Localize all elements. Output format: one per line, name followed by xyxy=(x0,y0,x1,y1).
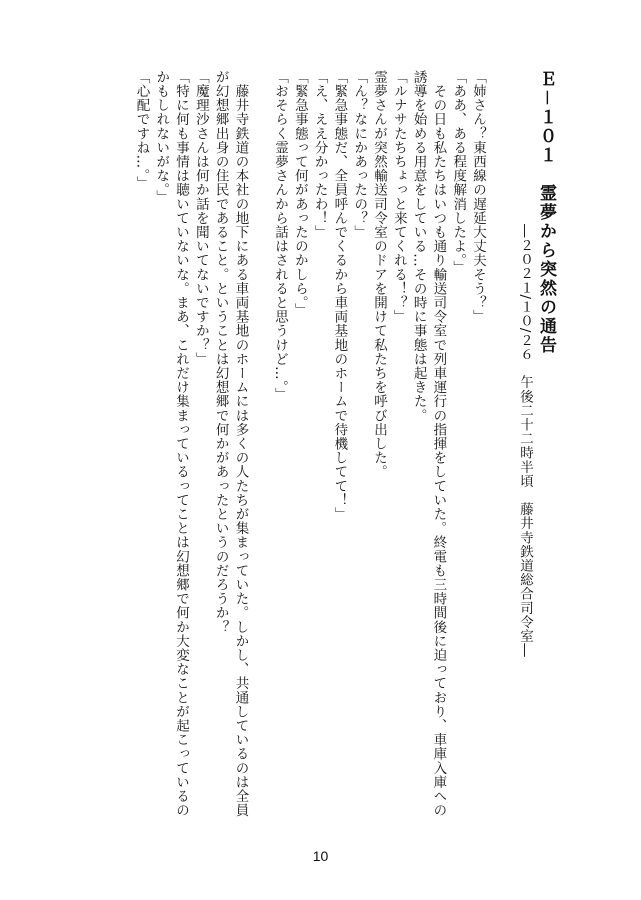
paragraph: 「緊急事態だ、全員呼んでくるから車両基地のホームで待機してて！」 xyxy=(331,70,348,522)
paragraph: 「え、ええ分かったわ！」 xyxy=(311,70,328,240)
paragraph: 藤井寺鉄道の本社の地下にある車両基地のホームには多くの人たちが集まっていた。しかし、共通しているのは全員が幻想郷出身の住民であること。ということは幻想郷で何かがあったというのだろうか？ xyxy=(212,70,249,818)
paragraph: 「緊急事態って何があったのかしら。」 xyxy=(291,70,308,318)
paragraph: 「魔理沙さんは何か話を聞いてないですか？」 xyxy=(192,70,209,367)
blank-line xyxy=(249,70,269,830)
paragraph: 「おそらく霊夢さんから話はされると思うけど…。」 xyxy=(272,70,289,402)
page-number: 10 xyxy=(312,848,329,864)
paragraph: その日も私たちはいつも通り輸送司令室で列車運行の指揮をしていた。終電も三時間後に迫っており、車庫入庫への誘導を始める用意をしている…その時に事態は起きた。 xyxy=(410,70,447,818)
paragraph: 「心配ですね…。」 xyxy=(133,70,150,191)
chapter-title: Ｅ－１０１ 霊夢から突然の通告 xyxy=(536,70,556,355)
paragraph: 「ルナサたちちょっと来てくれる！？」 xyxy=(390,70,407,324)
paragraph: 霊夢さんが突然輸送司令室のドアを開けて私たちを呼び出した。 xyxy=(371,70,388,479)
paragraph: 「特に何も事情は聴いていないな。まあ、これだけ集まっているってことは幻想郷で何か大変なことが起こっているのかもしれないがな。」 xyxy=(153,70,190,818)
paragraph: 「ああ、ある程度解消したよ。」 xyxy=(450,70,467,275)
paragraph: 「姉さん？東西線の遅延大丈夫そう？」 xyxy=(470,70,486,324)
body-text xyxy=(87,70,487,830)
dateline: ―２０２１/１０/２６ 午後二十二時半頃 藤井寺鉄道総合司令室― xyxy=(517,224,533,658)
paragraph: 「ん？なにかあったの？」 xyxy=(351,70,368,240)
